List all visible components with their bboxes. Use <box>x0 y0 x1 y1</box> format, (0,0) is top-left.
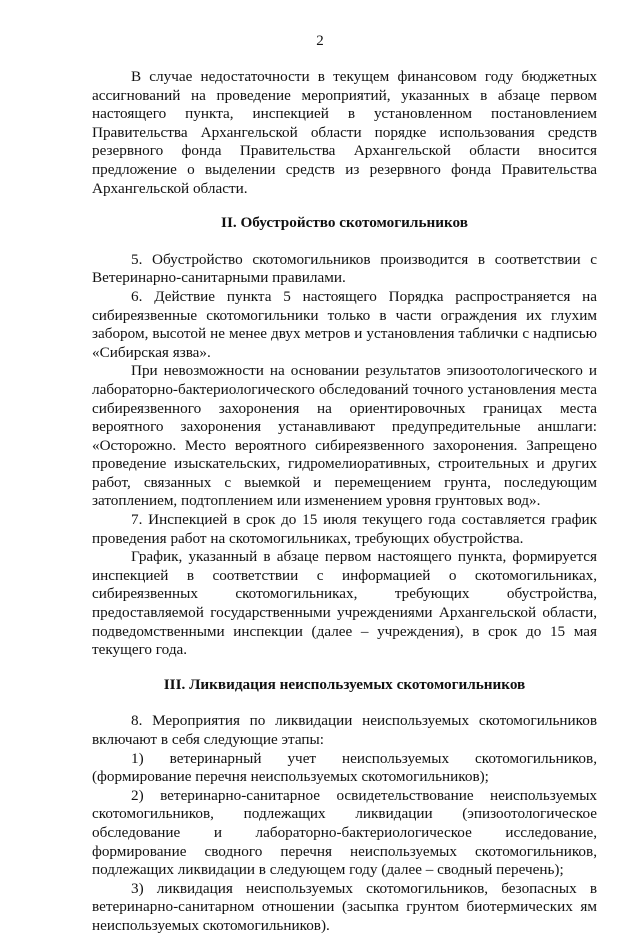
paragraph: При невозможности на основании результатов эпизоотологического и лабораторно-бактериологического обследований точного установления места сибиреязвенного захоронения на ориентировочных границах места вероятного захоронения устанавливают предупредительные аншлаги: «Осторожно. Место вероятного сибиреязвенного захоронения. Запрещено проведение изыскательских, гидромелиоративных, строительных и других работ, связанных с выемкой и перемещением грунта, последующим затоплением, подтоплением или изменением уровня грунтовых вод». <box>92 362 597 510</box>
paragraph: 5. Обустройство скотомогильников производится в соответствии с Ветеринарно-санитарными правилами. <box>92 250 597 287</box>
document-body <box>92 68 597 936</box>
list-item: 3) ликвидация неиспользуемых скотомогильников, безопасных в ветеринарно-санитарном отношении (засыпка грунтом биотермических ям неиспользуемых скотомогильников). <box>92 879 597 934</box>
paragraph: График, указанный в абзаце первом настоящего пункта, формируется инспекцией в соответствии с информацией о скотомогильниках, сибиреязвенных скотомогильниках, требующих обустройства, предоставляемой государственными учреждениями Архангельской области, подведомственными инспекции (далее – учреждения), в срок до 15 мая текущего года. <box>92 548 597 659</box>
paragraph: 7. Инспекцией в срок до 15 июля текущего года составляется график проведения работ на скотомогильниках, требующих обустройства. <box>92 511 597 547</box>
paragraph: 8. Мероприятия по ликвидации неиспользуемых скотомогильников включают в себя следующие этапы: <box>92 712 597 748</box>
section-heading: III. Ликвидация неиспользуемых скотомогильников <box>163 675 526 693</box>
list-item: 2) ветеринарно-санитарное освидетельствование неиспользуемых скотомогильников, подлежащих ликвидации (эпизоотологическое обследование и лабораторно-бактериологическое исследование, формирование сводного перечня неиспользуемых скотомогильников, подлежащих ликвидации в следующем году (далее – сводный перечень); <box>92 786 597 879</box>
section-heading: II. Обустройство скотомогильников <box>221 214 468 232</box>
paragraph: В случае недостаточности в текущем финансовом году бюджетных ассигнований на проведение мероприятий, указанных в абзаце первом настоящего пункта, инспекцией в установленном постановлением Правительства Архангельской области порядке использования средств резервного фонда Правительства Архангельской области вносится предложение о выделении средств из резервного фонда Правительства Архангельской области. <box>92 68 597 197</box>
paragraph: 6. Действие пункта 5 настоящего Порядка распространяется на сибиреязвенные скотомогильники только в части ограждения их глухим забором, высотой не менее двух метров и установления таблички с надписью «Сибирская язва». <box>92 287 597 361</box>
list-item: 1) ветеринарный учет неиспользуемых скотомогильников, (формирование перечня неиспользуемых скотомогильников); <box>92 749 597 786</box>
page-number: 2 <box>316 33 324 49</box>
